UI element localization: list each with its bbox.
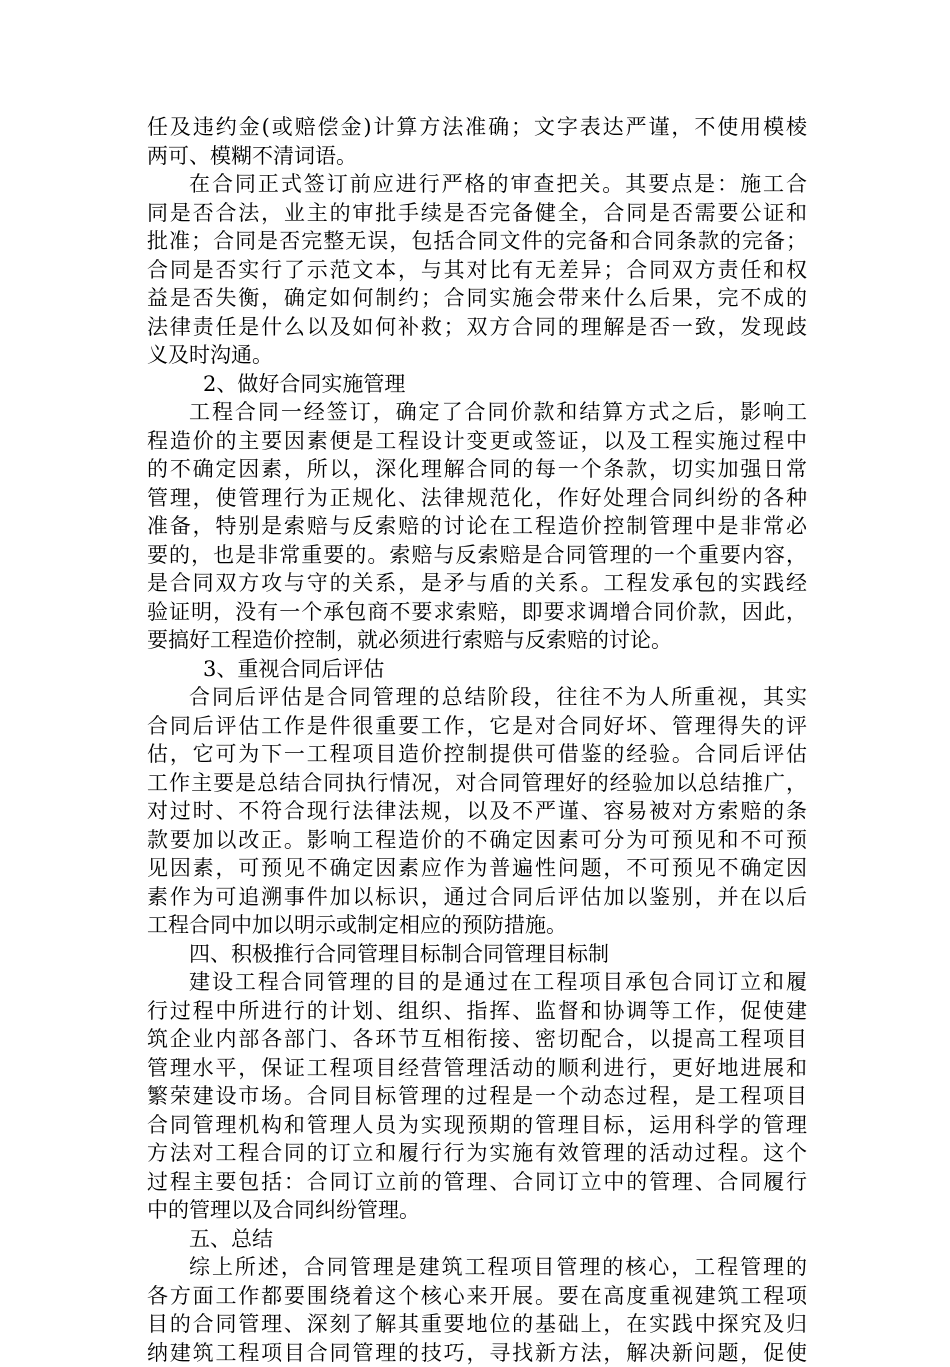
paragraph-first-line: 在合同正式签订前应进行严格的审查把关。其要点是：施工合 [147,170,807,199]
body-text-line: 的不确定因素，所以，深化理解合同的每一个条款，切实加强日常 [147,455,807,484]
body-text-line: 合同是否实行了示范文本，与其对比有无差异；合同双方责任和权 [147,256,807,285]
body-text-line: 估，它可为下一工程项目造价控制提供可借鉴的经验。合同后评估 [147,740,807,769]
body-text-line: 素作为可追溯事件加以标识，通过合同后评估加以鉴别，并在以后 [147,883,807,912]
body-text-line: 同是否合法，业主的审批手续是否完备健全，合同是否需要公证和 [147,199,807,228]
paragraph-first-line: 建设工程合同管理的目的是通过在工程项目承包合同订立和履 [147,968,807,997]
body-text-line: 合同后评估工作是件很重要工作，它是对合同好坏、管理得失的评 [147,712,807,741]
body-text-line: 管理水平，保证工程项目经营管理活动的顺利进行，更好地进展和 [147,1054,807,1083]
body-text-line: 繁荣建设市场。合同目标管理的过程是一个动态过程，是工程项目 [147,1082,807,1111]
paragraph-first-line: 综上所述，合同管理是建筑工程项目管理的核心，工程管理的 [147,1253,807,1282]
section-heading: 2、做好合同实施管理 [147,370,807,399]
body-text-line: 任及违约金(或赔偿金)计算方法准确；文字表达严谨，不使用模棱 [147,113,807,142]
body-text-line: 各方面工作都要围绕着这个核心来开展。要在高度重视建筑工程项 [147,1282,807,1311]
paragraph-last-line: 要搞好工程造价控制，就必须进行索赔与反索赔的讨论。 [147,626,807,655]
body-text-line: 准备，特别是索赔与反索赔的讨论在工程造价控制管理中是非常必 [147,512,807,541]
section-heading: 四、积极推行合同管理目标制合同管理目标制 [147,940,807,969]
paragraph-last-line: 义及时沟通。 [147,341,807,370]
body-text-line: 管理，使管理行为正规化、法律规范化，作好处理合同纠纷的各种 [147,484,807,513]
body-text-line: 款要加以改正。影响工程造价的不确定因素可分为可预见和不可预 [147,826,807,855]
body-text-line: 要的，也是非常重要的。索赔与反索赔是合同管理的一个重要内容， [147,541,807,570]
body-text-line: 是合同双方攻与守的关系，是矛与盾的关系。工程发承包的实践经 [147,569,807,598]
body-text-line: 方法对工程合同的订立和履行行为实施有效管理的活动过程。这个 [147,1139,807,1168]
body-text-line: 程造价的主要因素便是工程设计变更或签证，以及工程实施过程中 [147,427,807,456]
section-heading: 五、总结 [147,1225,807,1254]
section-heading: 3、重视合同后评估 [147,655,807,684]
body-text-line: 筑企业内部各部门、各环节互相衔接、密切配合，以提高工程项目 [147,1025,807,1054]
paragraph-first-line: 工程合同一经签订，确定了合同价款和结算方式之后，影响工 [147,398,807,427]
body-text-line: 过程主要包括：合同订立前的管理、合同订立中的管理、合同履行 [147,1168,807,1197]
paragraph-first-line: 合同后评估是合同管理的总结阶段，往往不为人所重视，其实 [147,683,807,712]
paragraph-last-line: 工程合同中加以明示或制定相应的预防措施。 [147,911,807,940]
body-text-line: 工作主要是总结合同执行情况，对合同管理好的经验加以总结推广， [147,769,807,798]
paragraph-last-line: 两可、模糊不清词语。 [147,142,807,171]
body-text-line: 目的合同管理、深刻了解其重要地位的基础上，在实践中探究及归 [147,1310,807,1339]
body-text-line: 见因素，可预见不确定因素应作为普遍性问题，不可预见不确定因 [147,854,807,883]
body-text-line: 对过时、不符合现行法律法规，以及不严谨、容易被对方索赔的条 [147,797,807,826]
body-text-line: 行过程中所进行的计划、组织、指挥、监督和协调等工作，促使建 [147,997,807,1026]
body-text-line: 法律责任是什么以及如何补救；双方合同的理解是否一致，发现歧 [147,313,807,342]
document-page [147,113,807,1367]
body-text-line: 批准；合同是否完整无误，包括合同文件的完备和合同条款的完备； [147,227,807,256]
body-text-line: 益是否失衡，确定如何制约；合同实施会带来什么后果，完不成的 [147,284,807,313]
body-text-line: 验证明，没有一个承包商不要求索赔，即要求调增合同价款，因此， [147,598,807,627]
body-text-line: 合同管理机构和管理人员为实现预期的管理目标，运用科学的管理 [147,1111,807,1140]
paragraph-last-line: 中的管理以及合同纠纷管理。 [147,1196,807,1225]
body-text-line: 纳建筑工程项目合同管理的技巧，寻找新方法，解决新问题，促使 [147,1339,807,1367]
